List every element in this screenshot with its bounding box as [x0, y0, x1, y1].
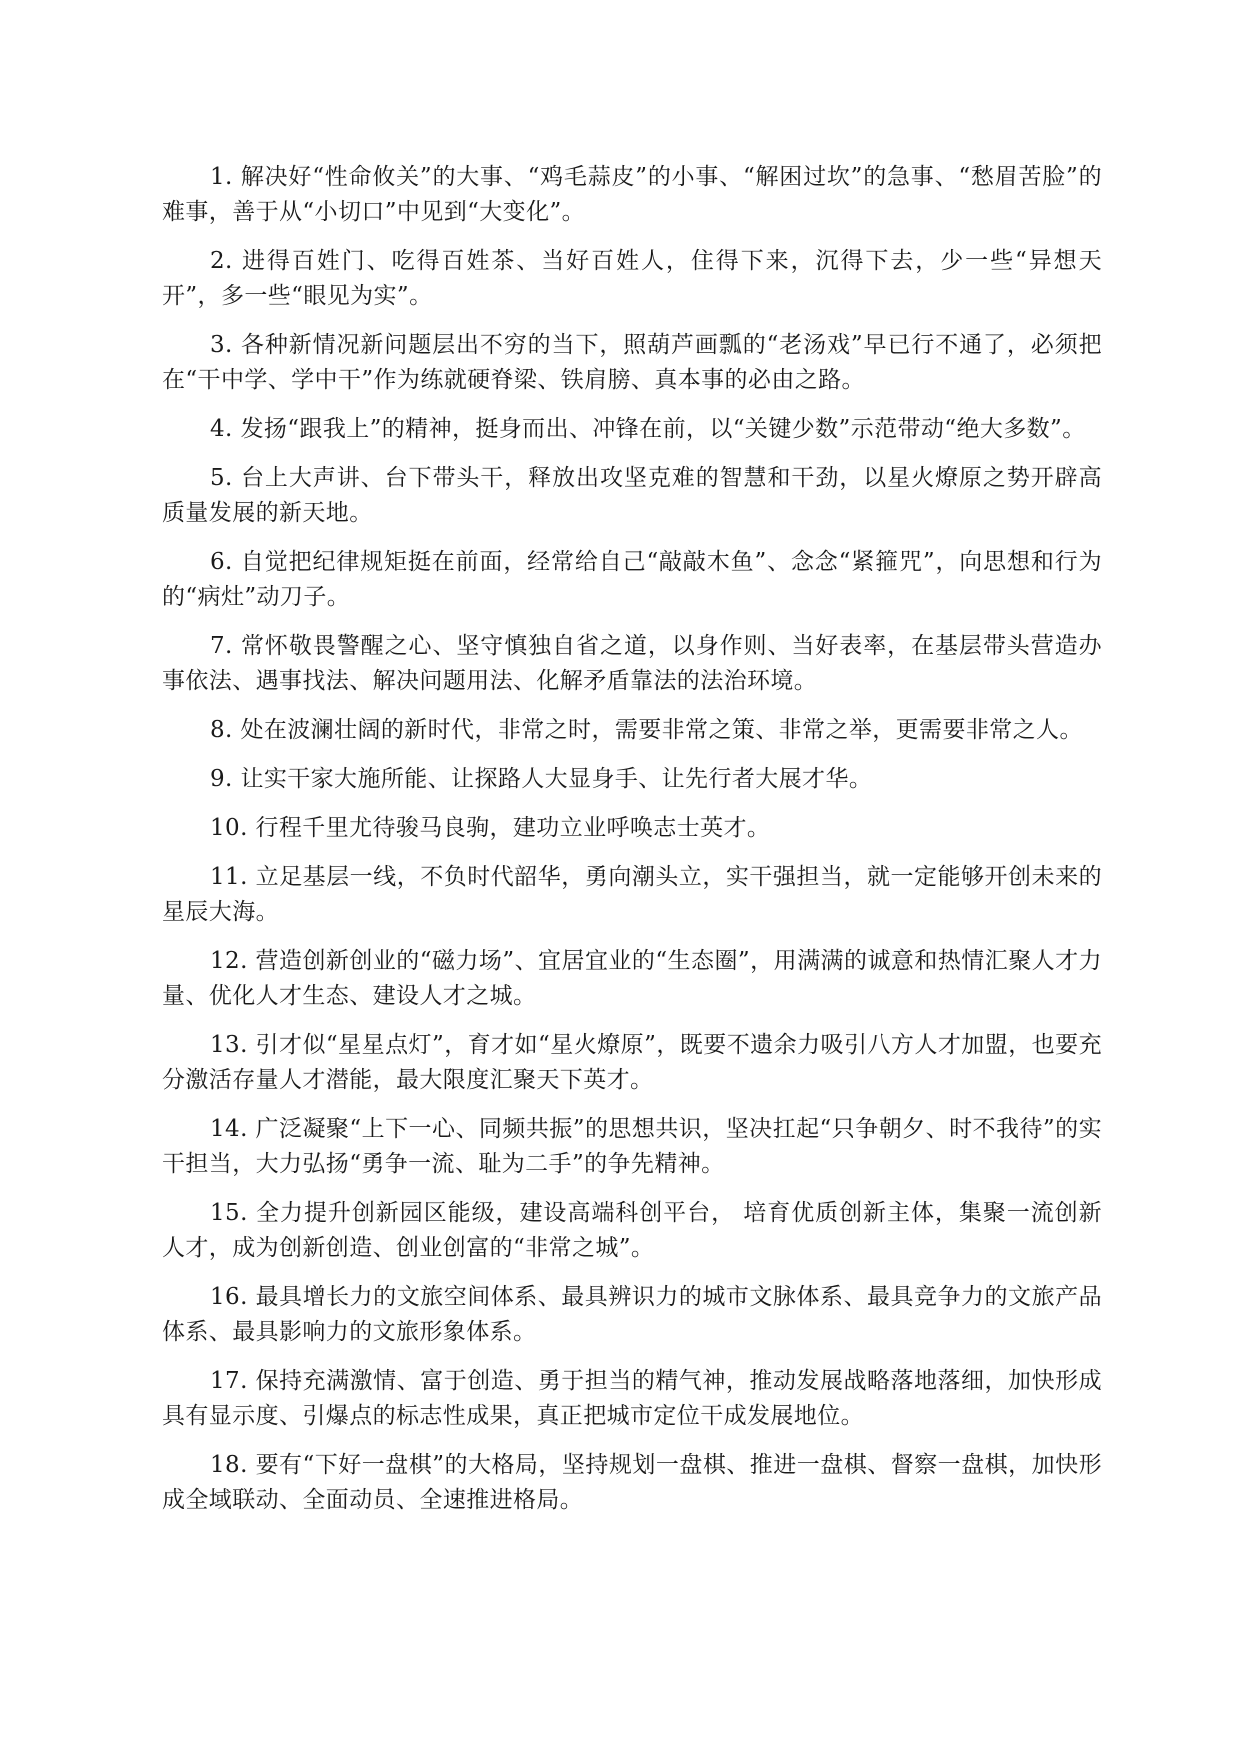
paragraph-4: 4. 发扬“跟我上”的精神，挺身而出、冲锋在前，以“关键少数”示范带动“绝大多数”。	[210, 416, 1086, 442]
paragraph-3: 3. 各种新情况新问题层出不穷的当下，照葫芦画瓢的“老汤戏”早已行不通了，必须把在“干中学、学中干”作为练就硬脊梁、铁肩膀、真本事的必由之路。	[162, 332, 1102, 393]
paragraph-12: 12. 营造创新创业的“磁力场”、宜居宜业的“生态圈”，用满满的诚意和热情汇聚人才力量、优化人才生态、建设人才之城。	[162, 948, 1102, 1009]
paragraph-11: 11. 立足基层一线，不负时代韶华，勇向潮头立，实干强担当，就一定能够开创未来的星辰大海。	[162, 864, 1102, 925]
paragraph-9: 9. 让实干家大施所能、让探路人大显身手、让先行者大展才华。	[210, 766, 873, 792]
paragraph-1: 1. 解决好“性命攸关”的大事、“鸡毛蒜皮”的小事、“解困过坎”的急事、“愁眉苦脸”的难事，善于从“小切口”中见到“大变化”。	[162, 164, 1102, 225]
paragraph-10: 10. 行程千里尤待骏马良驹，建功立业呼唤志士英才。	[210, 815, 771, 841]
paragraph-18: 18. 要有“下好一盘棋”的大格局，坚持规划一盘棋、推进一盘棋、督察一盘棋，加快形成全域联动、全面动员、全速推进格局。	[162, 1452, 1102, 1513]
paragraph-8: 8. 处在波澜壮阔的新时代，非常之时，需要非常之策、非常之举，更需要非常之人。	[210, 717, 1083, 743]
paragraph-6: 6. 自觉把纪律规矩挺在前面，经常给自己“敲敲木鱼”、念念“紧箍咒”，向思想和行为的“病灶”动刀子。	[162, 549, 1102, 610]
paragraph-17: 17. 保持充满激情、富于创造、勇于担当的精气神，推动发展战略落地落细，加快形成具有显示度、引爆点的标志性成果，真正把城市定位干成发展地位。	[162, 1368, 1102, 1429]
paragraph-13: 13. 引才似“星星点灯”，育才如“星火燎原”，既要不遗余力吸引八方人才加盟，也要充分激活存量人才潜能，最大限度汇聚天下英才。	[162, 1032, 1102, 1093]
paragraph-5: 5. 台上大声讲、台下带头干，释放出攻坚克难的智慧和干劲，以星火燎原之势开辟高质量发展的新天地。	[162, 465, 1102, 526]
paragraph-7: 7. 常怀敬畏警醒之心、坚守慎独自省之道，以身作则、当好表率，在基层带头营造办事依法、遇事找法、解决问题用法、化解矛盾靠法的法治环境。	[162, 633, 1102, 694]
paragraph-14: 14. 广泛凝聚“上下一心、同频共振”的思想共识，坚决扛起“只争朝夕、时不我待”的实干担当，大力弘扬“勇争一流、耻为二手”的争先精神。	[162, 1116, 1102, 1177]
paragraph-16: 16. 最具增长力的文旅空间体系、最具辨识力的城市文脉体系、最具竞争力的文旅产品体系、最具影响力的文旅形象体系。	[162, 1284, 1102, 1345]
document-body	[162, 160, 1102, 1532]
paragraph-15: 15. 全力提升创新园区能级，建设高端科创平台， 培育优质创新主体，集聚一流创新人才，成为创新创造、创业创富的“非常之城”。	[162, 1200, 1102, 1261]
paragraph-2: 2. 进得百姓门、吃得百姓茶、当好百姓人，住得下来，沉得下去，少一些“异想天开”，多一些“眼见为实”。	[162, 248, 1102, 309]
